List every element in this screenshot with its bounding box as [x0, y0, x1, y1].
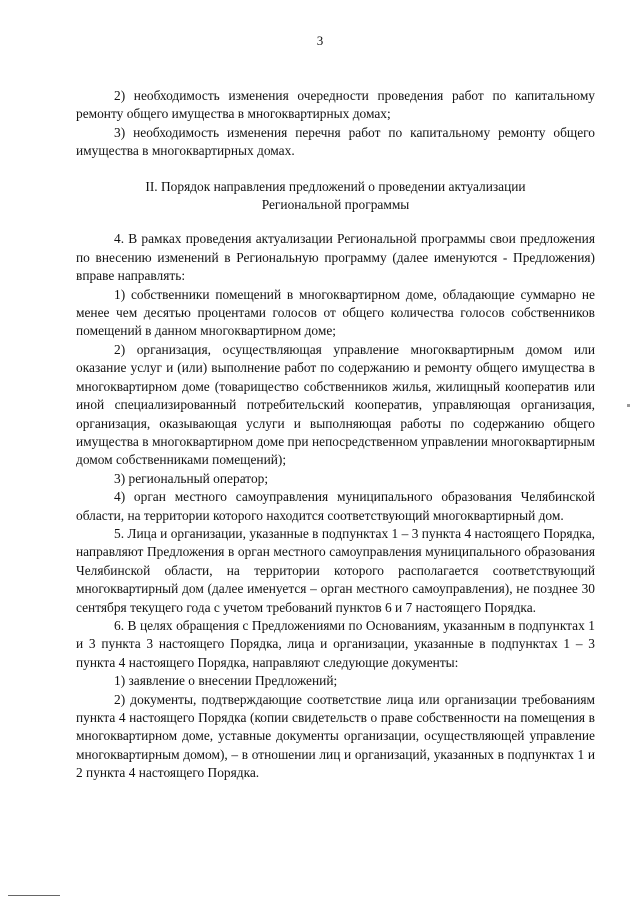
section-heading: [76, 178, 595, 215]
paragraph: 1) собственники помещений в многоквартирном доме, обладающие суммарно не менее чем десятью процентами голосов от общего количества голосов собственников помещений в данном многоквартирном доме;: [76, 286, 595, 339]
page-number: 3: [316, 33, 324, 48]
paragraph: 2) документы, подтверждающие соответствие лица или организации требованиям пункта 4 настоящего Порядка (копии свидетельств о праве собственности на помещения в многоквартирном доме, уставные документы организации, осуществляющей управление многоквартирным домом), – в отношении лиц и организаций, указанных в подпунктах 1 и 2 пункта 4 настоящего Порядка.: [76, 691, 595, 781]
section-heading-line: Региональной программы: [261, 197, 410, 213]
paragraph: 1) заявление о внесении Предложений;: [114, 673, 338, 689]
paragraph: 4) орган местного самоуправления муниципального образования Челябинской области, на территории которого находится соответствующий многоквартирный дом.: [76, 489, 595, 523]
document-body: [76, 87, 595, 783]
paragraph: 5. Лица и организации, указанные в подпунктах 1 – 3 пункта 4 настоящего Порядка, направляют Предложения в орган местного самоуправления муниципального образования Челябинской области, на территории которого располагается соответствующий многоквартирный дом (далее именуется – орган местного самоуправления), не позднее 30 сентября текущего года с учетом требований пунктов 6 и 7 настоящего Порядка.: [76, 525, 595, 615]
intro-item: 2) необходимость изменения очередности проведения работ по капитальному ремонту общего имущества в многоквартирных домах;: [76, 88, 595, 122]
paragraph: 2) организация, осуществляющая управление многоквартирным домом или оказание услуг и (или) выполнение работ по содержанию и ремонту общего имущества в многоквартирном доме (товарищество собственников жилья, жилищный кооператив или иной специализированный потребительский кооператив, управляющая организация, организация, оказывающая услуги и выполняющая работы по содержанию общего имущества в многоквартирном доме при непосредственном управлении многоквартирным домом собственниками помещений);: [76, 341, 595, 468]
paragraph: 4. В рамках проведения актуализации Региональной программы свои предложения по внесению изменений в Региональную программу (далее именуются - Предложения) вправе направлять:: [76, 231, 595, 284]
paragraph: 6. В целях обращения с Предложениями по Основаниям, указанным в подпунктах 1 и 3 пункта 3 настоящего Порядка, лица и организации, указанные в подпунктах 1 – 3 пункта 4 настоящего Порядка, направляют следующие документы:: [76, 617, 595, 670]
footer-rule: [8, 895, 60, 896]
intro-item: 3) необходимость изменения перечня работ по капитальному ремонту общего имущества в многоквартирных домах.: [76, 124, 595, 159]
scan-mark: [627, 404, 630, 407]
paragraph: 3) региональный оператор;: [114, 470, 269, 486]
section-heading-line: II. Порядок направления предложений о проведении актуализации: [145, 178, 526, 194]
